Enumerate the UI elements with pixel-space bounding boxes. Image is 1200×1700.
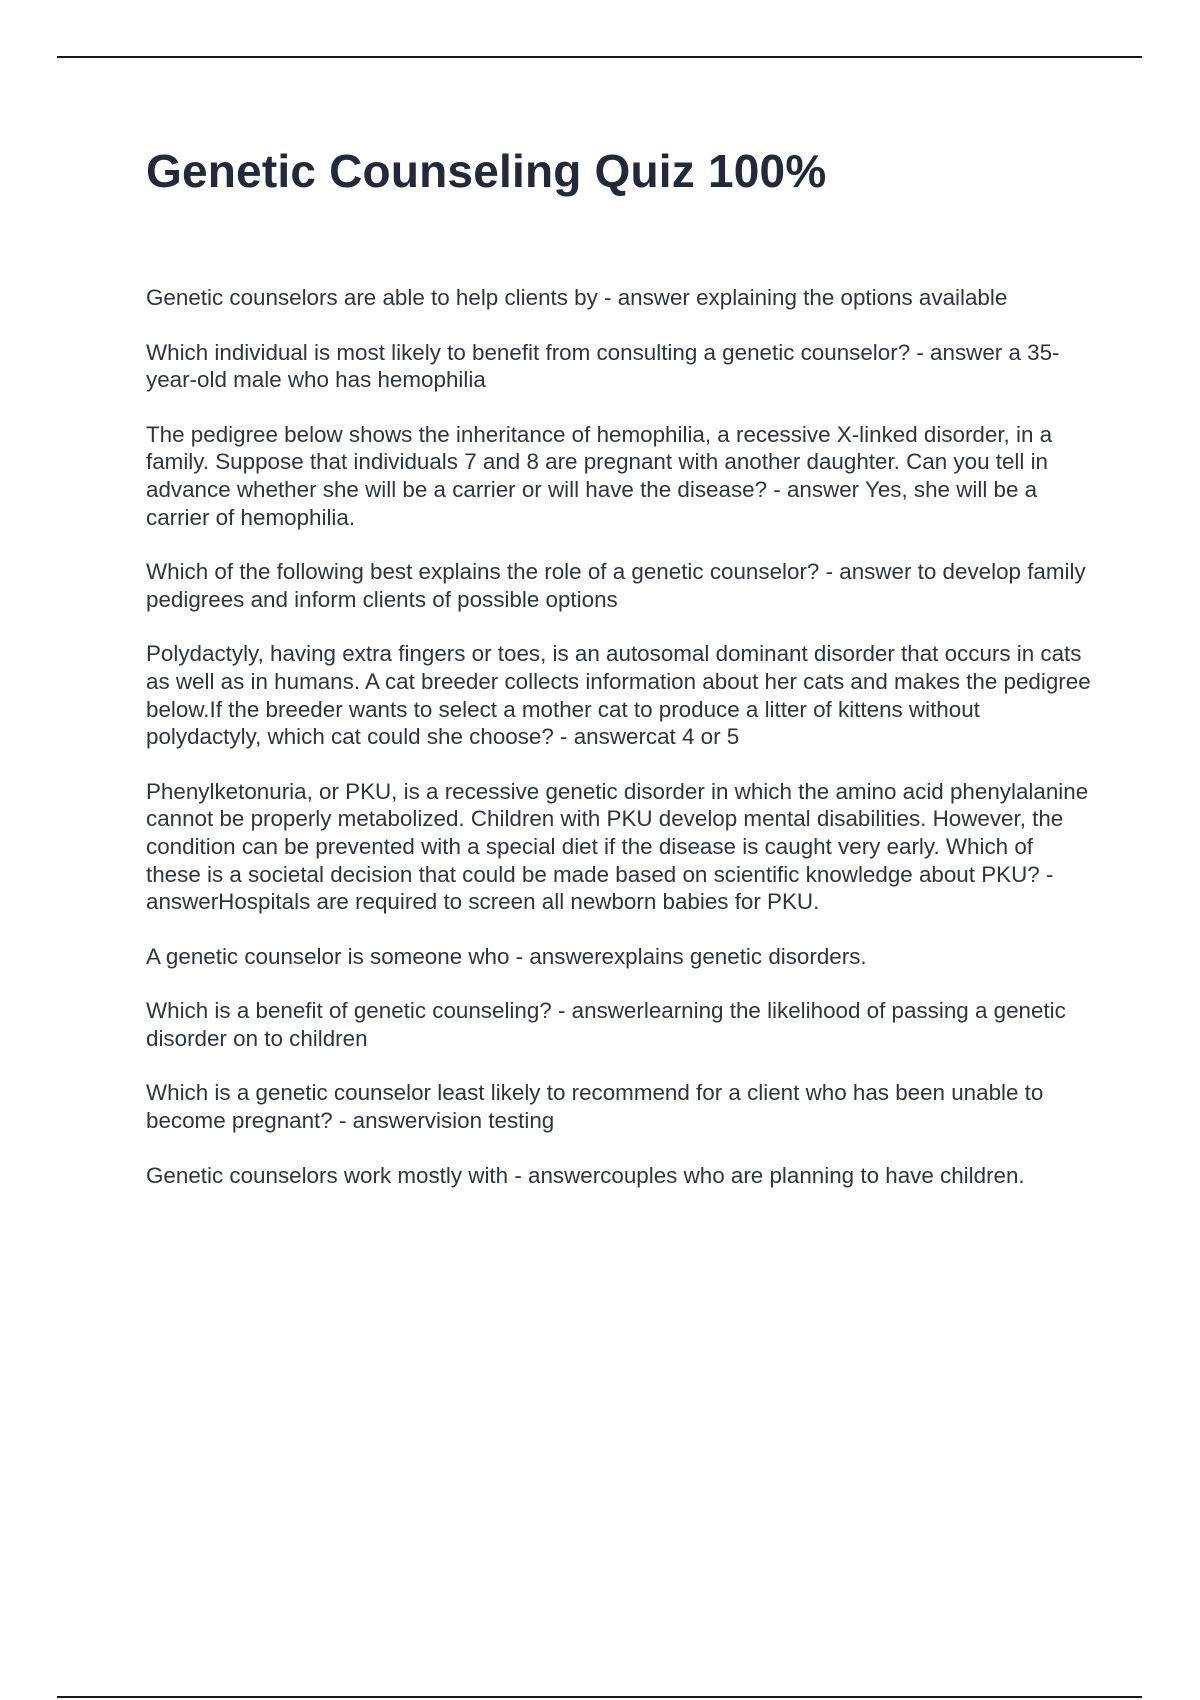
qa-item-8: Which is a benefit of genetic counseling? - answerlearning the likelihood of passing a genetic disorder on to children (146, 998, 1066, 1051)
qa-item-7: A genetic counselor is someone who - answerexplains genetic disorders. (146, 943, 867, 969)
page-title: Genetic Counseling Quiz 100% (146, 145, 827, 197)
qa-item-5: Polydactyly, having extra fingers or toes, is an autosomal dominant disorder that occurs in cats as well as in humans. A cat breeder collects information about her cats and makes the pedigree below.If the breeder wants to select a mother cat to produce a litter of kittens without polydactyly, which cat could she choose? - answercat 4 or 5 (146, 641, 1091, 750)
qa-item-1: Genetic counselors are able to help clients by - answer explaining the options available (146, 285, 1008, 310)
qa-item-2: Which individual is most likely to benefit from consulting a genetic counselor? - answer a 35-year-old male who has hemophilia (146, 339, 1060, 393)
top-rule (57, 56, 1142, 58)
qa-item-4: Which of the following best explains the role of a genetic counselor? - answer to develop family pedigrees and inform clients of possible options (146, 559, 1086, 612)
qa-item-10: Genetic counselors work mostly with - answercouples who are planning to have children. (146, 1162, 1025, 1188)
qa-list (146, 284, 1091, 1216)
qa-item-3: The pedigree below shows the inheritance of hemophilia, a recessive X-linked disorder, in a family. Suppose that individuals 7 and 8 are pregnant with another daughter. Can you tell in advance whether she will be a carrier or will have the disease? - answer Yes, she will be a carrier of hemophilia. (146, 421, 1053, 530)
qa-item-6: Phenylketonuria, or PKU, is a recessive genetic disorder in which the amino acid phenylalanine cannot be properly metabolized. Children with PKU develop mental disabilities. However, the condition can be prevented with a special diet if the disease is caught very early. Which of these is a societal decision that could be made based on scientific knowledge about PKU? - answerHospitals are required to screen all newborn babies for PKU. (146, 778, 1089, 915)
bottom-rule (57, 1696, 1142, 1698)
qa-item-9: Which is a genetic counselor least likely to recommend for a client who has been unable to become pregnant? - answervision testing (146, 1080, 1044, 1134)
